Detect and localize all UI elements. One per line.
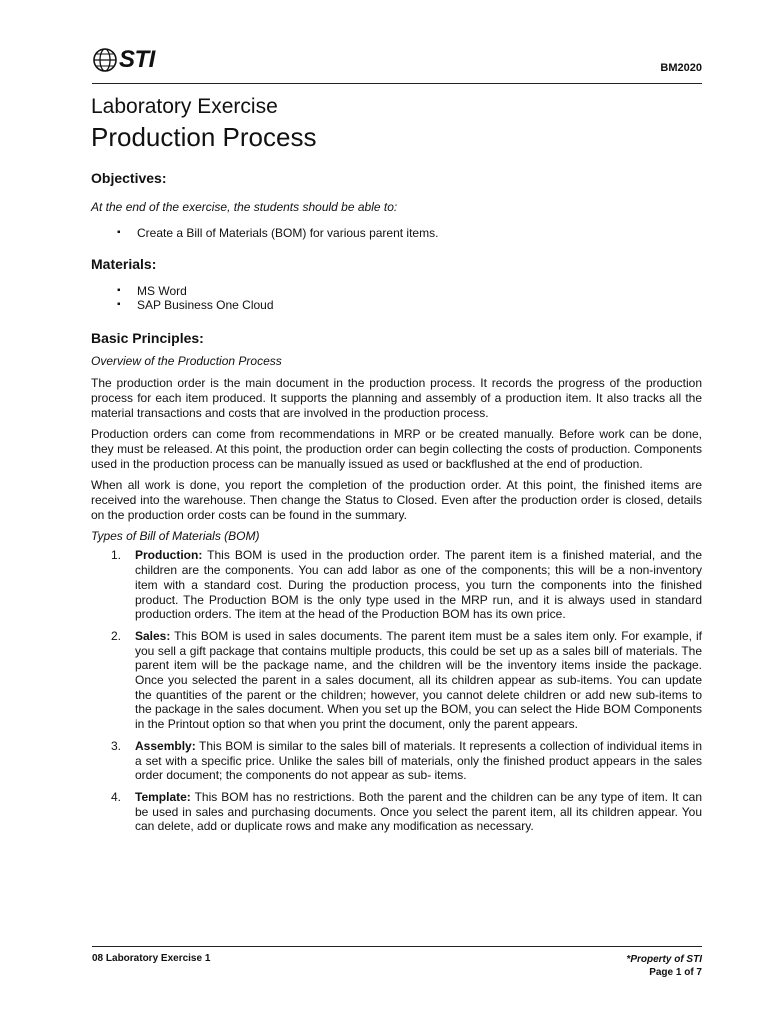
document-kicker: Laboratory Exercise xyxy=(91,95,278,118)
overview-heading: Overview of the Production Process xyxy=(91,354,282,369)
paragraph: When all work is done, you report the completion of the production order. At this point, the finished items are received into the warehouse. Then change the Status to Closed. Even after the production order is closed, details on the production order costs can be found in the summary. xyxy=(91,478,702,522)
list-number: 4. xyxy=(111,789,122,804)
objectives-intro: At the end of the exercise, the students should be able to: xyxy=(91,200,398,214)
list-number: 2. xyxy=(111,628,122,643)
type-term: Production: xyxy=(135,548,203,563)
page-header xyxy=(92,46,702,82)
document-title: Production Process xyxy=(91,122,317,152)
materials-list xyxy=(91,284,702,313)
list-item: ▪ SAP Business One Cloud xyxy=(117,298,702,313)
type-term: Template: xyxy=(135,789,191,804)
type-term: Sales: xyxy=(135,628,171,643)
list-item: ▪ Create a Bill of Materials (BOM) for various parent items. xyxy=(117,226,702,241)
footer-document-label: 08 Laboratory Exercise 1 xyxy=(92,953,211,964)
document-code: BM2020 xyxy=(660,62,702,74)
type-description: This BOM is used in sales documents. The parent item must be a sales item only. For example, if you sell a gift package that contains multiple products, this could be set up as a sales bill of materials. The parent item will be the package name, and the children will be the inventory items inside the package. Once you selected the parent in a sales document, all its children appear as sub-items. You can update the quantities of the parent or the children; however, you cannot delete children or add new sub-items to the package in the sales document. When you set up the BOM, you can select the Hide BOM Components in the Printout option so that when you print the document, only the parent appears. xyxy=(135,628,702,732)
list-item xyxy=(91,548,702,622)
footer-divider xyxy=(92,946,702,947)
objectives-heading: Objectives: xyxy=(91,170,167,186)
page-number: Page 1 of 7 xyxy=(649,967,702,978)
list-item xyxy=(91,739,702,783)
list-number: 3. xyxy=(111,738,122,753)
list-item xyxy=(91,790,702,834)
list-item xyxy=(91,629,702,732)
sti-logo xyxy=(92,46,155,74)
list-item: ▪ MS Word xyxy=(117,284,702,299)
type-description: This BOM is used in the production order. The parent item is a finished material, and the children are the components. You can add labor as one of the components; this will be a non-inventory item with a standard cost. During the production process, you turn the components into the finished product. The Production BOM is the only type used in the MRP run, and it is always used in standard production orders. The item at the head of the Production BOM has its own price. xyxy=(135,548,702,622)
materials-heading: Materials: xyxy=(91,255,157,272)
type-term: Assembly: xyxy=(135,738,196,753)
principles-heading: Basic Principles: xyxy=(91,330,204,347)
bom-types-heading: Types of Bill of Materials (BOM) xyxy=(91,529,260,544)
globe-logo-icon xyxy=(92,47,118,73)
bom-types-list xyxy=(91,548,702,834)
type-description: This BOM has no restrictions. Both the parent and the children can be any type of item. It can be used in sales and purchasing documents. Once you select the parent item, all its children appear. You can delete, add or duplicate rows and make any modification as necessary. xyxy=(135,789,702,834)
property-notice: *Property of STI xyxy=(626,954,702,965)
objectives-list xyxy=(91,226,702,241)
header-divider xyxy=(92,83,702,84)
list-number: 1. xyxy=(111,548,122,563)
type-description: This BOM is similar to the sales bill of materials. It represents a collection of individual items in a set with a specific price. Unlike the sales bill of materials, only the finished product appears in the sales order document; the components do not appear as sub- items. xyxy=(135,738,702,783)
paragraph: Production orders can come from recommendations in MRP or be created manually. Before work can be done, they must be released. At this point, the production order can begin collecting the costs of production. Components used in the production process can be manually issued as used or backflushed at the end of production. xyxy=(91,427,702,471)
logo-text: STI xyxy=(119,46,155,73)
document-body xyxy=(91,94,702,841)
paragraph: The production order is the main document in the production process. It records the progress of the production process for each item produced. It supports the planning and assembly of a production item. It also tracks all the material transactions and costs that are involved in the production process. xyxy=(91,376,702,420)
footer-page-info xyxy=(626,953,702,979)
